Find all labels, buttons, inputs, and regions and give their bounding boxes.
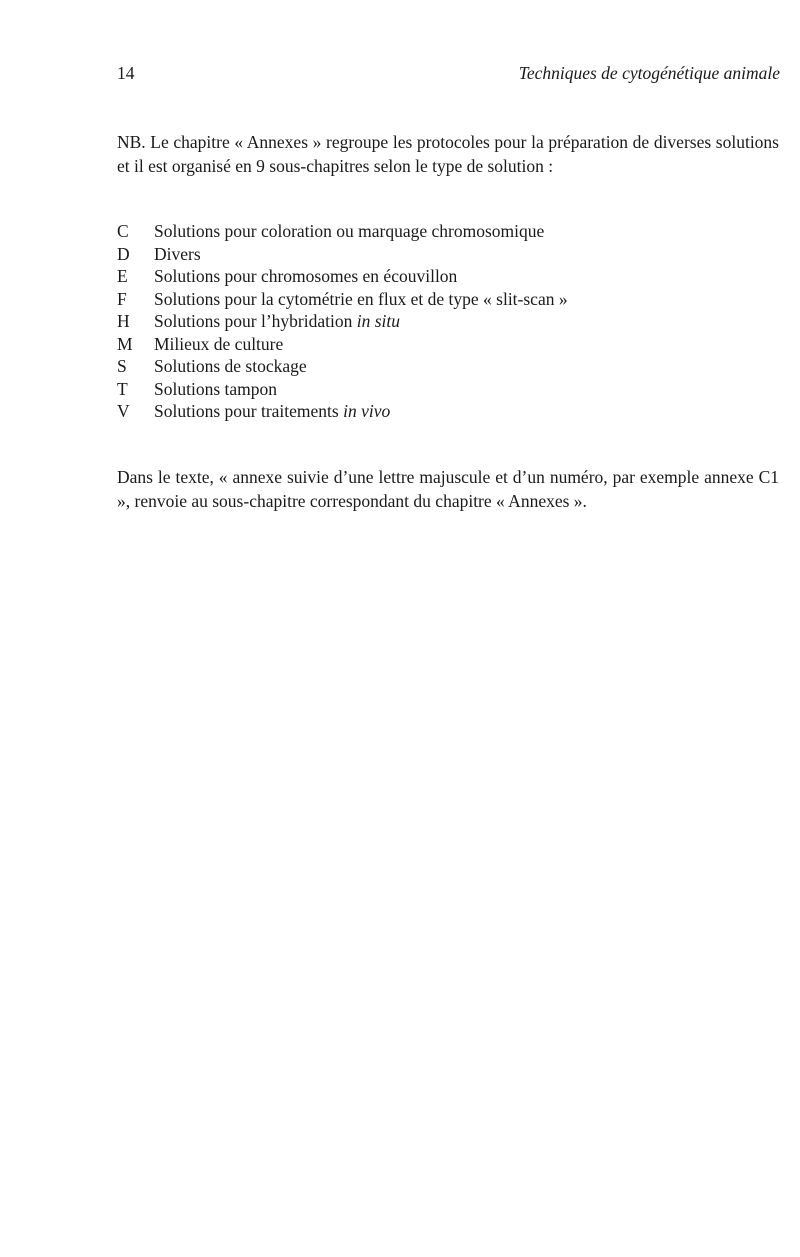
annex-description-italic: in situ — [356, 311, 400, 331]
annex-description-text: Solutions pour coloration ou marquage chromosomique — [154, 221, 545, 241]
annex-description — [154, 288, 568, 311]
list-item — [117, 220, 568, 243]
annex-letter: H — [117, 311, 130, 331]
annex-letter: S — [117, 356, 127, 376]
annex-description-text: Solutions de stockage — [154, 356, 307, 376]
annex-list — [117, 220, 568, 423]
list-item — [117, 400, 568, 423]
annex-description-text: Solutions tampon — [154, 378, 277, 399]
annex-letter: M — [117, 333, 133, 354]
annex-letter: T — [117, 378, 128, 399]
annex-description-text: Solutions pour la cytométrie en flux et de type « slit-scan » — [154, 288, 568, 309]
intro-note-paragraph: NB. Le chapitre « Annexes » regroupe les protocoles pour la préparation de diverses solutions et il est organisé en 9 sous-chapitres selon le type de solution : — [117, 132, 779, 176]
annex-description-text: Divers — [154, 243, 201, 264]
annex-description — [154, 265, 457, 288]
annex-description — [154, 243, 201, 266]
annex-description — [154, 333, 283, 356]
list-item — [117, 333, 568, 356]
list-item — [117, 378, 568, 401]
annex-letter: E — [117, 266, 128, 286]
list-item — [117, 355, 568, 378]
annex-description-text: Milieux de culture — [154, 333, 284, 354]
list-item — [117, 265, 568, 288]
annex-letter: C — [117, 221, 129, 241]
annex-description — [154, 355, 307, 378]
annex-description — [154, 220, 544, 243]
list-item — [117, 288, 568, 311]
page-header — [117, 63, 780, 87]
reference-note-paragraph: Dans le texte, « annexe suivie d’une lettre majuscule et d’un numéro, par exemple annexe C1 », renvoie au sous-chapitre correspondant du chapitre « Annexes ». — [117, 467, 779, 511]
list-item — [117, 243, 568, 266]
annex-description — [154, 378, 277, 401]
annex-description-text: Solutions pour l’hybridation — [154, 311, 357, 331]
running-title: Techniques de cytogénétique animale — [518, 63, 780, 83]
annex-letter: V — [117, 401, 130, 421]
annex-letter: D — [117, 243, 130, 264]
annex-description-text: Solutions pour chromosomes en écouvillon — [154, 266, 458, 286]
page-number: 14 — [117, 63, 135, 83]
annex-description-text: Solutions pour traitements — [154, 401, 344, 421]
annex-description-italic: in vivo — [343, 401, 391, 421]
annex-description — [154, 310, 400, 333]
list-item — [117, 310, 568, 333]
annex-description — [154, 400, 390, 423]
annex-letter: F — [117, 288, 127, 309]
